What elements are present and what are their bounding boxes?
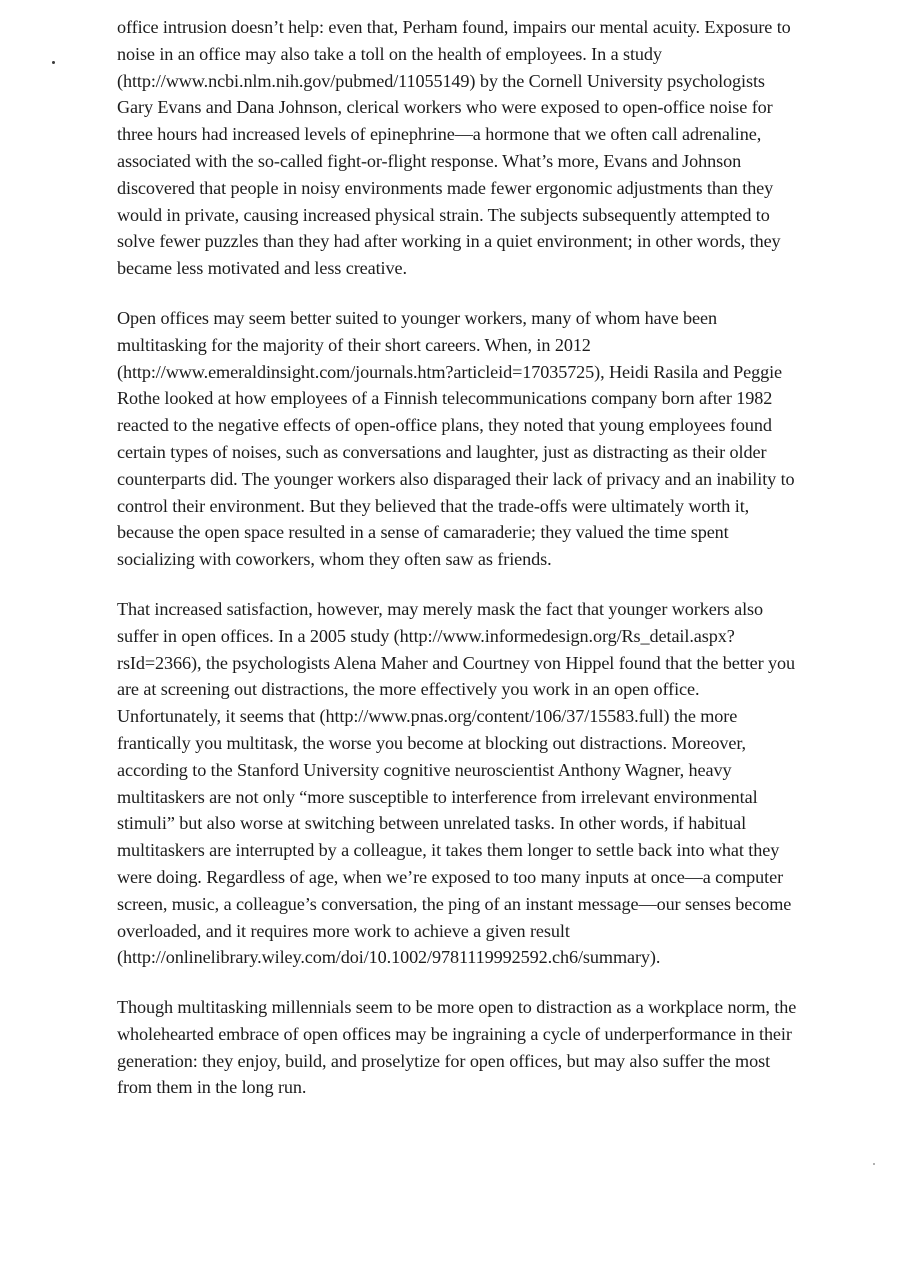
paragraph-noise-health: office intrusion doesn’t help: even that, Perham found, impairs our mental acuity. Exposure to noise in an office may also take a toll on the health of employees. In a study (http://www.ncbi.nlm.nih.gov/pubmed/11055149) by the Cornell University psychologists Gary Evans and Dana Johnson, clerical workers who were exposed to open-office noise for three hours had increased levels of epinephrine—a hormone that we often call adrenaline, associated with the so-called fight-or-flight response. What’s more, Evans and Johnson discovered that people in noisy environments made fewer ergonomic adjustments than they would in private, causing increased physical strain. The subjects subsequently attempted to solve fewer puzzles than they had after working in a quiet environment; in other words, they became less motivated and less creative. [117, 17, 791, 279]
paragraph-younger-workers: Open offices may seem better suited to younger workers, many of whom have been multitasking for the majority of their short careers. When, in 2012 (http://www.emeraldinsight.com/journals.htm?articleid=17035725), Heidi Rasila and Peggie Rothe looked at how employees of a Finnish telecommunications company born after 1982 reacted to the negative effects of open-office plans, they noted that young employees found certain types of noises, such as conversations and laughter, just as distracting as their older counterparts did. The younger workers also disparaged their lack of privacy and an inability to control their environment. But they believed that the trade-offs were ultimately worth it, because the open space resulted in a sense of camaraderie; they valued the time spent socializing with coworkers, whom they often saw as friends. [117, 307, 795, 570]
paragraph-conclusion: Though multitasking millennials seem to be more open to distraction as a workplace norm, the wholehearted embrace of open offices may be ingraining a cycle of underperformance in their generation: they enjoy, build, and proselytize for open offices, but may also suffer the most from them in the long run. [117, 997, 797, 1098]
scan-speck-mark [52, 61, 55, 64]
paragraph-multitasking: That increased satisfaction, however, may merely mask the fact that younger workers also suffer in open offices. In a 2005 study (http://www.informedesign.org/Rs_detail.aspx?rsId=2366), the psychologists Alena Maher and Courtney von Hippel found that the better you are at screening out distractions, the more effectively you work in an open office. Unfortunately, it seems that (http://www.pnas.org/content/106/37/15583.full) the more frantically you multitask, the worse you become at blocking out distractions. Moreover, according to the Stanford University cognitive neuroscientist Anthony Wagner, heavy multitaskers are not only “more susceptible to interference from irrelevant environmental stimuli” but also worse at switching between unrelated tasks. In other words, if habitual multitaskers are interrupted by a colleague, it takes them longer to settle back into what they were doing. Regardless of age, when we’re exposed to too many inputs at once—a computer screen, music, a colleague’s conversation, the ping of an instant message—our senses become overloaded, and it requires more work to achieve a given result (http://onlinelibrary.wiley.com/doi/10.1002/9781119992592.ch6/summary). [117, 598, 796, 968]
scan-speck-mark [873, 1163, 875, 1165]
document-body [117, 14, 797, 1101]
